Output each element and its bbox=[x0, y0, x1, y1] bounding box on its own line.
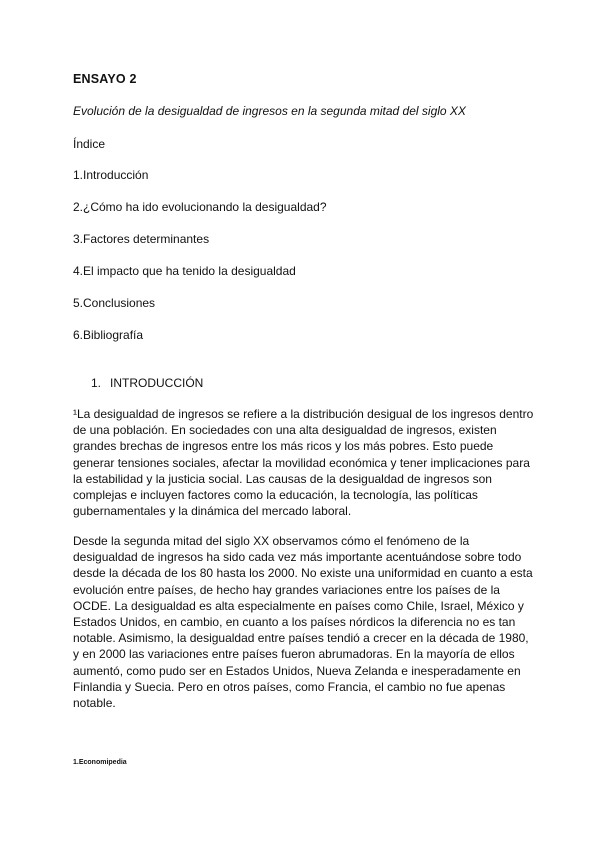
body-paragraph-2: Desde la segunda mitad del siglo XX observamos cómo el fenómeno de la desigualdad de ingresos ha sido cada vez más importante acentuándose sobre todo desde la década de los 80 hasta los 2000. No existe una uniformidad en cuanto a esta evolución entre países, de hecho hay grandes variaciones entre los países de la OCDE. La desigualdad es alta especialmente en países como Chile, Israel, México y Estados Unidos, en cambio, en cuanto a los países nórdicos la diferencia no es tan notable. Asimismo, la desigualdad entre países tendió a crecer en la década de 1980, y en 2000 las variaciones entre países fueron abrumadoras. En la mayoría de ellos aumentó, como pudo ser en Estados Unidos, Nueva Zelanda e inesperadamente en Finlandia y Suecia. Pero en otros países, como Francia, el cambio no fue apenas notable. bbox=[73, 534, 533, 711]
index-item-introduccion: 1.Introducción bbox=[73, 168, 149, 182]
section-heading bbox=[91, 376, 203, 390]
index-item-conclusiones: 5.Conclusiones bbox=[73, 296, 156, 310]
index-item-bibliografia: 6.Bibliografía bbox=[73, 328, 144, 342]
section-number: 1. bbox=[91, 376, 102, 390]
index-list bbox=[73, 168, 327, 360]
essay-label: ENSAYO 2 bbox=[73, 72, 137, 86]
index-item-evolucion: 2.¿Cómo ha ido evolucionando la desigualdad? bbox=[73, 200, 327, 214]
index-heading: Índice bbox=[73, 137, 106, 151]
essay-subtitle: Evolución de la desigualdad de ingresos en la segunda mitad del siglo XX bbox=[73, 104, 466, 118]
section-title: INTRODUCCIÓN bbox=[110, 376, 204, 390]
index-item-factores: 3.Factores determinantes bbox=[73, 232, 210, 246]
footnote: 1.Economipedia bbox=[73, 759, 127, 766]
body-paragraph-1: ¹La desigualdad de ingresos se refiere a la distribución desigual de los ingresos dentro de una población. En sociedades con una alta desigualdad de ingresos, existen grandes brechas de ingresos entre los más ricos y los más pobres. Esto puede generar tensiones sociales, afectar la movilidad económica y tener implicaciones para la estabilidad y la justicia social. Las causas de la desigualdad de ingresos son complejas e incluyen factores como la educación, la tecnología, las políticas gubernamentales y la dinámica del mercado laboral. bbox=[73, 407, 534, 519]
index-item-impacto: 4.El impacto que ha tenido la desigualdad bbox=[73, 264, 296, 278]
